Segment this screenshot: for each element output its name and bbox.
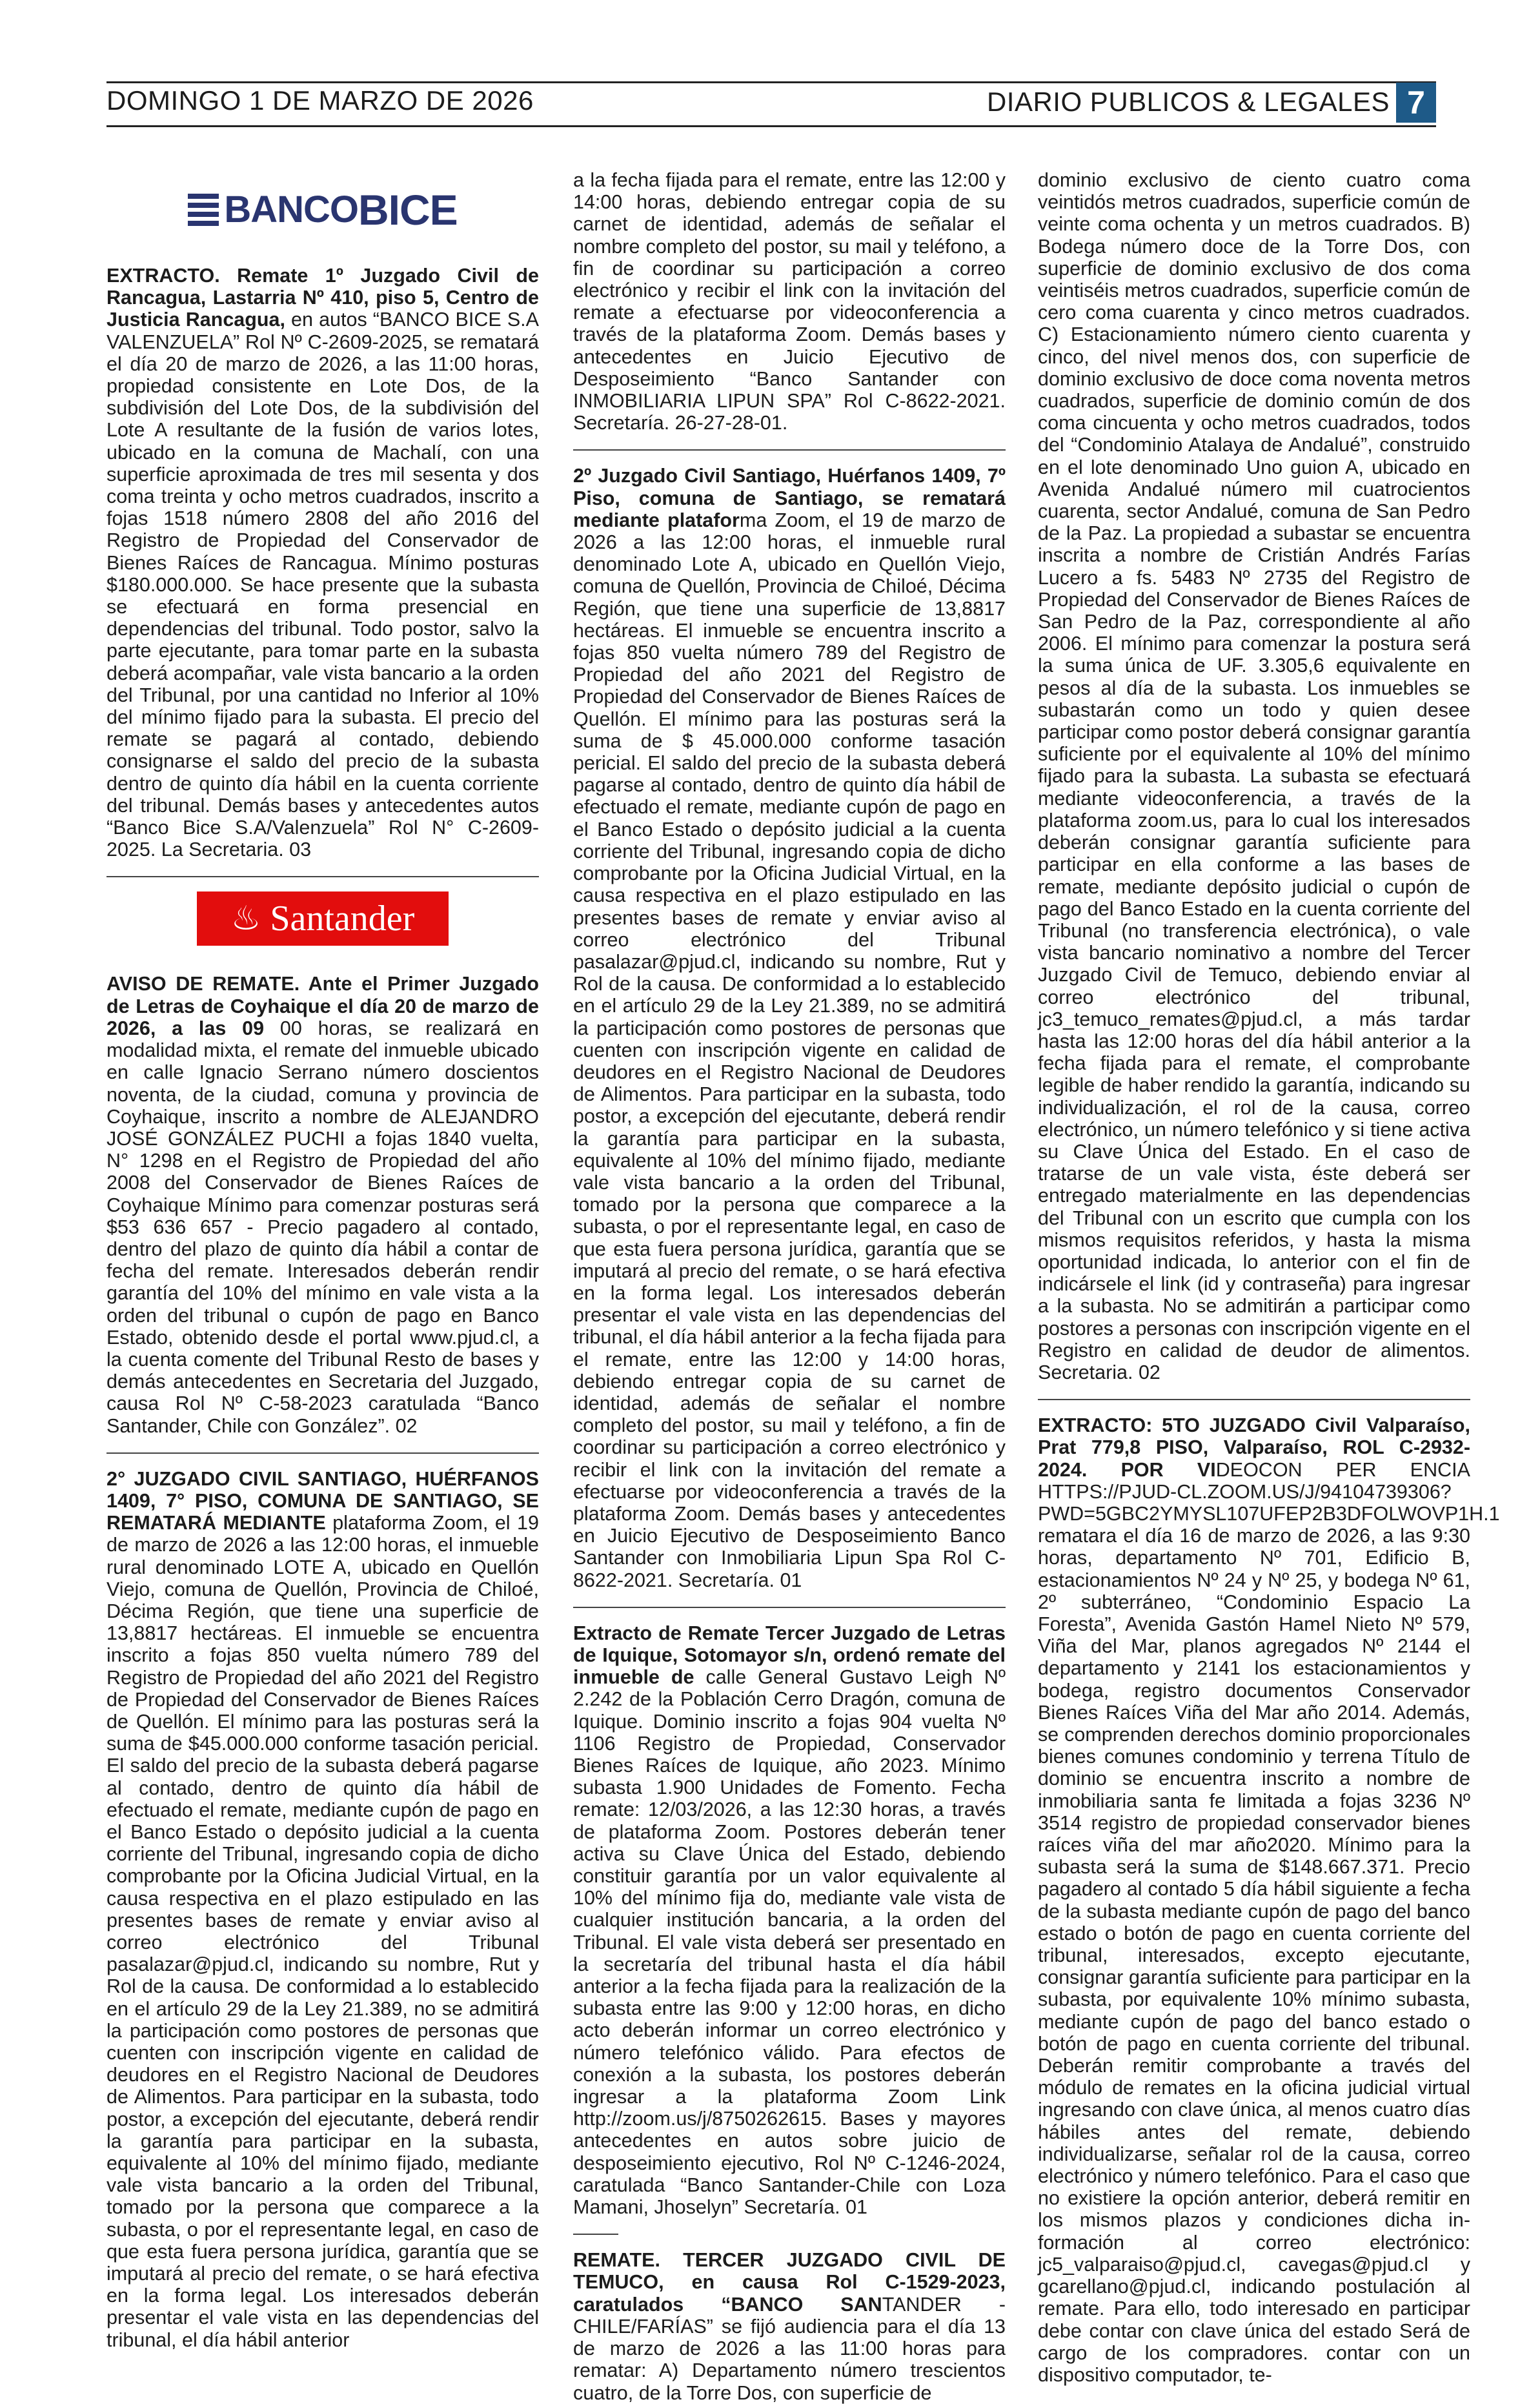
bice-logo-prefix: BANCO: [224, 188, 358, 230]
notice-body: TANDER -CHILE/FARÍAS” se fijó audiencia para el día 13 de marzo de 2026 a las 11:00 horas para rematar: A) Departamento número trescientos cuatro, de la Torre Dos, con superficie de: [573, 2293, 1006, 2404]
notice-body: plataforma Zoom, el 19 de marzo de 2026 a las 12:00 horas, el inmueble rural denominado LOTE A, ubicado en Quellón Viejo, comuna de Quellón, Provincia de Chiloé, Décima Región, que tiene una superficie de 13,8817 hectáreas. El inmueble se encuentra inscrito a fojas 850 vuelta número 789 del Registro de Propiedad del año 2021 del Registro de Propiedad del Conservador de Bienes Raíces de Quellón. El mínimo para las posturas será la suma de $45.000.000 conforme tasación pericial. El saldo del precio de la subasta deberá pagarse al contado, dentro de quinto día hábil de efectuado el remate, mediante cupón de pago en el Banco Estado o depósito judicial a la cuenta corriente del Tribunal, ingresando copia de dicho comprobante por la Oficina Judicial Virtual, en la causa respectiva en el plazo estipulado en las presentes bases de remate y enviar aviso al correo electrónico del Tribunal pasalazar@pjud.cl, indicando su nombre, Rut y Rol de la causa. De conformidad a lo establecido en el artículo 29 de la Ley 21.389, no se admitirá la participación como postores de personas que cuenten con inscripción vigente en calidad de deudores en el Registro Nacional de Deudores de Alimentos. Para participar en la subasta, todo postor, a excepción del ejecutante, deberá rendir la garantía para participar en la subasta, equivalente al 10% del mínimo fijado, mediante vale vista bancario a la orden del Tribunal, tomado por la persona que comparece a la subasta, o por el representante legal, en caso de que esta fuera persona jurídica, garantía que se imputará al precio del remate, o se hará efectiva en la forma legal. Los interesados deberán presentar el vale vista en las dependencias del tribunal, el día hábil anterior: [106, 1512, 539, 2351]
page-number: 7: [1396, 83, 1436, 123]
header-rule-bottom: [106, 125, 1436, 127]
santander-logo: [106, 891, 539, 946]
notice-body: DEOCON PER ENCIA HTTPS://PJUD-CL.ZOOM.US/J/94104739306?PWD=5GBC2YMYSL107UFEP2B3DFOLWOVP1H.1 rematara el día 16 de marzo de 2026, a las 9:30 horas, departamento Nº 701, Edificio B, estacionamientos Nº 24 y Nº 25, y bodega Nº 61, 2º subterráneo, “Condominio Espacio La Foresta”, Avenida Gastón Hamel Nieto Nº 579, Viña del Mar, planos agregados Nº 2144 el departamento y 2141 los estacionamientos y bodega, registro documentos Conservador Bienes Raíces Viña del Mar año 2014. Además, se comprenden derechos dominio proporcionales bienes comunes condominio y terrena Título de dominio se encuentra inscrito a nombre de inmobiliaria santa fe limitada a fojas 3236 Nº 3514 registro de propiedad conservador bienes raíces viña del mar año2020. Mínimo para la subasta será la suma de $148.667.371. Precio pagadero al contado 5 día hábil siguiente a fecha de la subasta mediante cupón de pago del banco estado o botón de pago en cuenta corriente del tribunal, interesados, excepto ejecutante, consignar garantía suficiente para participar en la subasta, por equivalente 10% mínimo subasta, mediante cupón de pago del banco estado o botón de pago en cuenta corriente del tribunal. Deberán remitir comprobante a través del módulo de remates en la oficina judicial virtual ingresando con clave única, al menos cuatro días hábiles antes del remate, debiendo individualizarse, señalar rol de la causa, correo electrónico y número telefónico. Para el caso que no existiere la opción anterior, deberá remitir en los mismos plazos y condiciones dicha in-formación al correo electrónico: jc5_valparaiso@pjud.cl, cavegas@pjud.cl y gcarellano@pjud.cl, indicando postulación al remate. Para ello, todo interesado en participar debe contar con clave única del estado Será de cargo de los compradores. contar con un dispositivo computador, te-: [1038, 1458, 1500, 2386]
divider: [1038, 1399, 1470, 1400]
notice-body: ma Zoom, el 19 de marzo de 2026 a las 12:00 horas, el inmueble rural denominado Lote A, ubicado en Quellón Viejo, comuna de Quellón, Provincia de Chiloé, Décima Región, que tiene una superficie de 13,8817 hectáreas. El inmueble se encuentra inscrito a fojas 850 vuelta número 789 del Registro de Propiedad del año 2021 del Registro de Propiedad del Conservador de Bienes Raíces de Quellón. El mínimo para las posturas será la suma de $ 45.000.000 conforme tasación pericial. El saldo del precio de la subasta deberá pagarse al contado, dentro de quinto día hábil de efectuado el remate, mediante cupón de pago en el Banco Estado o depósito judicial a la cuenta corriente del Tribunal, ingresando copia de dicho comprobante por la Oficina Judicial Virtual, en la causa respectiva en el plazo estipulado en las presentes bases de remate y enviar aviso al correo electrónico del Tribunal pasalazar@pjud.cl, indicando su nombre, Rut y Rol de la causa. De conformidad a lo establecido en el artículo 29 de la Ley 21.389, no se admitirá la participación como postores de personas que cuenten con inscripción vigente en calidad de deudores en el Registro Nacional de Deudores de Alimentos. Para participar en la subasta, todo postor, a excepción del ejecutante, deberá rendir la garantía para participar en la subasta, equivalente al 10% del mínimo fijado, mediante vale vista bancario a la orden del Tribunal, tomado por la persona que comparece a la subasta, o por el representante legal, en caso de que esta fuera persona jurídica, garantía que se imputará al precio del remate, o se hará efectiva en la forma legal. Los interesados deberán presentar el vale vista en las dependencias del tribunal, el día hábil anterior a la fecha fijada para el remate, entre las 12:00 y 14:00 horas, debiendo entregar copia de su carnet de identidad, además de señalar el nombre completo del postor, su mail y teléfono, a fin de coordinar su participación a correo electrónico y recibir el link con la invitación del remate a efectuarse por videoconferencia a través de la plataforma Zoom. Demás bases y antecedentes en Juicio Ejecutivo de Desposeimiento Banco Santander con Inmobiliaria Lipun Spa Rol C-8622-2021. Secretaría. 01: [573, 509, 1006, 1591]
notice-coyhaique: [106, 973, 539, 1436]
divider: [106, 876, 539, 877]
santander-logo-text: Santander: [270, 899, 415, 939]
notice-lead: EXTRACTO: 5TO JUZGADO Civil Valparaíso, Prat 779,8 PISO, Valparaíso, ROL C-2932-2024. POR VI: [1038, 1414, 1470, 1481]
bice-bars-icon: [188, 194, 219, 226]
notice-santiago-2-juzgado: [106, 1468, 539, 2351]
column-3: [1038, 169, 1500, 2386]
notice-lead: REMATE. TERCER JUZGADO CIVIL DE TEMUCO, en causa Rol C-1529-2023, caratulados “BANCO SAN: [573, 2249, 1006, 2316]
header-date: DOMINGO 1 DE MARZO DE 2026: [106, 85, 534, 116]
notice-lead: EXTRACTO. Remate 1º Juzgado Civil de Rancagua, Lastarria Nº 410, piso 5, Centro de Justicia Rancagua,: [106, 265, 539, 331]
column-1: [106, 169, 539, 2351]
page-header: [106, 83, 1436, 123]
divider: [573, 449, 1006, 451]
column-2: [573, 169, 1006, 2404]
notice-iquique: [573, 1622, 1006, 2218]
header-paper-name: DIARIO PUBLICOS & LEGALES: [986, 87, 1390, 117]
notice-lead: 2° JUZGADO CIVIL SANTIAGO, HUÉRFANOS 1409, 7° PISO, COMUNA DE SANTIAGO, SE REMATARÁ MEDIANTE: [106, 1467, 539, 1534]
notice-lead: AVISO DE REMATE. Ante el Primer Juzgado de Letras de Coyhaique el día 20 de marzo de 2026, a las 09: [106, 973, 539, 1039]
notice-lead: Extracto de Remate Tercer Juzgado de Letras de Iquique, Sotomayor s/n, ordenó remate del inmueble de: [573, 1622, 1006, 1689]
divider: [573, 2234, 618, 2235]
divider: [573, 1607, 1006, 1608]
notice-temuco-cont: dominio exclusivo de ciento cuatro coma veintidós metros cuadrados, superficie común de veinte coma ochenta y un metros cuadrados. B) Bodega número doce de la Torre Dos, con superficie de dominio exclusivo de dos coma veintiséis metros cuadrados, superficie común de cero coma cuarenta y cinco metros cuadrados. C) Estacionamiento número ciento cuarenta y cinco, del nivel menos dos, con superficie de dominio exclusivo de doce coma noventa metros cuadrados, superficie de dominio común de dos coma cincuenta y ocho metros cuadrados, todos del “Condominio Atalaya de Andalué”, construido en el lote denominado Uno guion A, ubicado en Avenida Andalué número mil cuatrocientos cuarenta, sector Andalué, comuna de San Pedro de la Paz. La propiedad a subastar se encuentra inscrita a nombre de Cristián Andrés Farías Lucero a fs. 5483 Nº 2735 del Registro de Propiedad del Conservador de Bienes Raíces de San Pedro de la Paz, correspondiente al año 2006. El mínimo para comenzar la postura será la suma única de UF. 3.305,6 equivalente en pesos al día de la subasta. Los inmuebles se subastarán como un todo y quien desee participar como postor deberá consignar garantía suficiente por el equivalente al 10% del mínimo fijado para la subasta. La subasta se efectuará mediante videoconferencia, a través de la plataforma zoom.us, para lo cual los interesados deberán consignar garantía suficiente para participar en ella conforme a las bases de remate, mediante depósito judicial o cupón de pago del Banco Estado en la cuenta corriente del Tribunal (no transferencia electrónica), o vale vista bancario nominativo a nombre del Tercer Juzgado Civil de Temuco, debiendo enviar al correo electrónico del tribunal, jc3_temuco_remates@pjud.cl, a más tardar hasta las 12:00 horas del día hábil anterior a la fecha fijada para el remate, el comprobante legible de haber rendido la garantía, indicando su individualización, el rol de la causa, correo electrónico, un número telefónico y si tiene activa su Clave Única del Estado. En el caso de tratarse de un vale vista, éste deberá ser entregado materialmente en las dependencias del Tribunal con un escrito que cumpla con los mismos requisitos referidos, y hasta la misma oportunidad indicada, lo anterior con el fin de indicársele el link (id y contraseña) para ingresar a la subasta. No se admitirán a participar como postores a personas con inscripción vigente en el Registro en calidad de deudor de alimentos. Secretaria. 02: [1038, 169, 1470, 1383]
bice-logo-main: BICE: [358, 185, 458, 234]
banco-bice-logo: [106, 187, 539, 232]
notice-santiago-huerfanos: [573, 465, 1006, 1591]
notice-body: 00 horas, se realizará en modalidad mixta, el remate del inmueble ubicado en calle Ignacio Serrano número doscientos noventa, de la ciudad, comuna y provincia de Coyhaique, inscrito a nombre de ALEJANDRO JOSÉ GONZÁLEZ PUCHI a fojas 1840 vuelta, N° 1298 en el Registro de Propiedad del año 2008 del Conservador de Bienes Raíces de Coyhaique Mínimo para comenzar posturas será $53 636 657 - Precio pagadero al contado, dentro del plazo de quinto día hábil a contar de fecha del remate. Interesados deberán rendir garantía del 10% del mínimo en vale vista a la orden del tribunal o cupón de pago en Banco Estado, obtenido desde el portal www.pjud.cl, a la cuenta comente del Tribunal Resto de bases y demás antecedentes en Secretaria del Juzgado, causa Rol Nº C-58-2023 caratulada “Banco Santander, Chile con González”. 02: [106, 1017, 539, 1437]
notice-body: en autos “BANCO BICE S.A VALENZUELA” Rol Nº C-2609-2025, se rematará el día 20 de marzo de 2026, a las 11:00 horas, propiedad consistente en Lote Dos, de la subdivisión del Lote Dos, de la subdivisión del Lote A resultante de la fusión de varios lotes, ubicado en la comuna de Machalí, con una superficie aproximada de tres mil sesenta y dos coma treinta y ocho metros cuadrados, inscrito a fojas 1518 número 2808 del año 2016 del Registro de Propiedad del Conservador de Bienes Raíces de Rancagua. Mínimo posturas $180.000.000. Se hace presente que la subasta se efectuará en forma presencial en dependencias del tribunal. Todo postor, salvo la parte ejecutante, para tomar parte en la subasta deberá acompañar, vale vista bancario a la orden del Tribunal, por una cantidad no Inferior al 10% del mínimo fijado para la subasta. El precio del remate se pagará al contado, debiendo consignarse el saldo del precio de la subasta dentro de quinto día hábil en la cuenta corriente del tribunal. Demás bases y antecedentes autos “Banco Bice S.A/Valenzuela” Rol N° C-2609-2025. La Secretaria. 03: [106, 309, 539, 861]
notice-valparaiso: [1038, 1414, 1500, 2386]
santander-flame-icon: ♨: [230, 900, 261, 938]
notice-temuco: [573, 2249, 1006, 2403]
notice-santiago-2-juzgado-cont: a la fecha fijada para el remate, entre las 12:00 y 14:00 horas, debiendo entregar copia de su carnet de identidad, además de señalar el nombre completo del postor, su mail y teléfono, a fin de coordinar su participación a correo electrónico y recibir el link con la invitación del remate a efectuarse por videoconferencia a través de la plataforma Zoom. Demás bases y antecedentes en Juicio Ejecutivo de Desposeimiento “Banco Santander con INMOBILIARIA LIPUN SPA” Rol C-8622-2021. Secretaría. 26-27-28-01.: [573, 169, 1006, 434]
notice-bice-rancagua: [106, 265, 539, 861]
divider: [106, 1452, 539, 1454]
notice-lead: 2º Juzgado Civil Santiago, Huérfanos 1409, 7º Piso, comuna de Santiago, se rematará mediante platafor: [573, 465, 1006, 531]
notice-body: calle General Gustavo Leigh Nº 2.242 de la Población Cerro Dragón, comuna de Iquique. Dominio inscrito a fojas 904 vuelta Nº 1106 Registro de Propiedad, Conservador Bienes Raíces de Iquique, año 2023. Mínimo subasta 1.900 Unidades de Fomento. Fecha remate: 12/03/2026, a las 12:30 horas, a través de plataforma Zoom. Postores deberán tener activa su Clave Única del Estado, debiendo constituir garantía por un valor equivalente al 10% del mínimo fija do, mediante vale vista de cualquier institución bancaria, a la orden del Tribunal. El vale vista deberá ser presentado en la secretaría del tribunal hasta el día hábil anterior a la fecha fijada para la realización de la subasta entre las 9:00 y 12:00 horas, en dicho acto deberán informar un correo electrónico y número telefónico válido. Para efectos de conexión a la subasta, los postores deberán ingresar a la plataforma Zoom Link http://zoom.us/j/8750262615. Bases y mayores antecedentes en autos sobre juicio de desposeimiento ejecutivo, Rol Nº C-1246-2024, caratulada “Banco Santander-Chile con Loza Mamani, Jhoselyn” Secretaría. 01: [573, 1666, 1006, 2219]
